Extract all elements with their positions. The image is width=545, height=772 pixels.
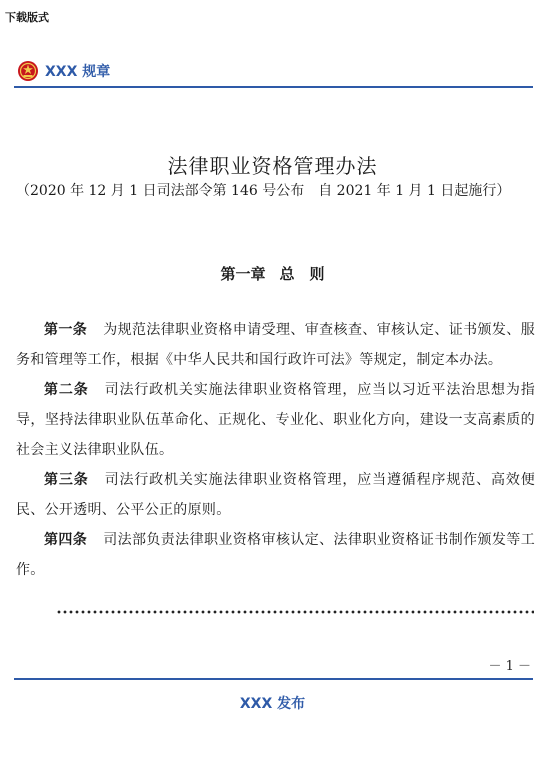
document-subtitle: （2020 年 12 月 1 日司法部令第 146 号公布 自 2021 年 1 月 1 日起施行）	[16, 183, 511, 199]
publisher-label: XXX 发布	[239, 696, 306, 712]
page-number: － 1 －	[488, 659, 531, 674]
national-emblem-icon	[17, 60, 39, 82]
chapter-heading	[0, 263, 545, 284]
document-title: 法律职业资格管理办法	[167, 154, 378, 178]
article-2	[16, 375, 535, 465]
brand-title: XXX 规章	[45, 64, 111, 80]
chapter-number: 第一章	[220, 265, 266, 283]
footer-divider	[14, 678, 533, 680]
article-heading: 第一条	[44, 322, 88, 338]
article-text: 为规范法律职业资格申请受理、审查核查、审核认定、证书颁发、服务和管理等工作，根据《中华人民共和国行政许可法》等规定，制定本办法。	[16, 322, 536, 368]
download-format-label[interactable]: 下载版式	[5, 11, 49, 24]
article-heading: 第四条	[44, 532, 88, 548]
article-4	[16, 525, 535, 585]
brand-header	[17, 60, 110, 82]
header-divider	[14, 86, 533, 88]
article-text: 司法行政机关实施法律职业资格管理，应当遵循程序规范、高效便民、公开透明、公平公正的原则。	[16, 472, 535, 518]
article-heading: 第三条	[44, 472, 89, 488]
article-1	[16, 315, 535, 375]
article-heading: 第二条	[44, 382, 89, 398]
article-text: 司法部负责法律职业资格审核认定、法律职业资格证书制作颁发等工作。	[16, 532, 536, 578]
article-3	[16, 465, 535, 525]
continuation-dotted-line	[56, 610, 534, 614]
article-text: 司法行政机关实施法律职业资格管理，应当以习近平法治思想为指导，坚持法律职业队伍革命化、正规化、专业化、职业化方向，建设一支高素质的社会主义法律职业队伍。	[16, 382, 535, 458]
articles-body	[16, 315, 535, 585]
chapter-name: 总 则	[279, 265, 325, 283]
